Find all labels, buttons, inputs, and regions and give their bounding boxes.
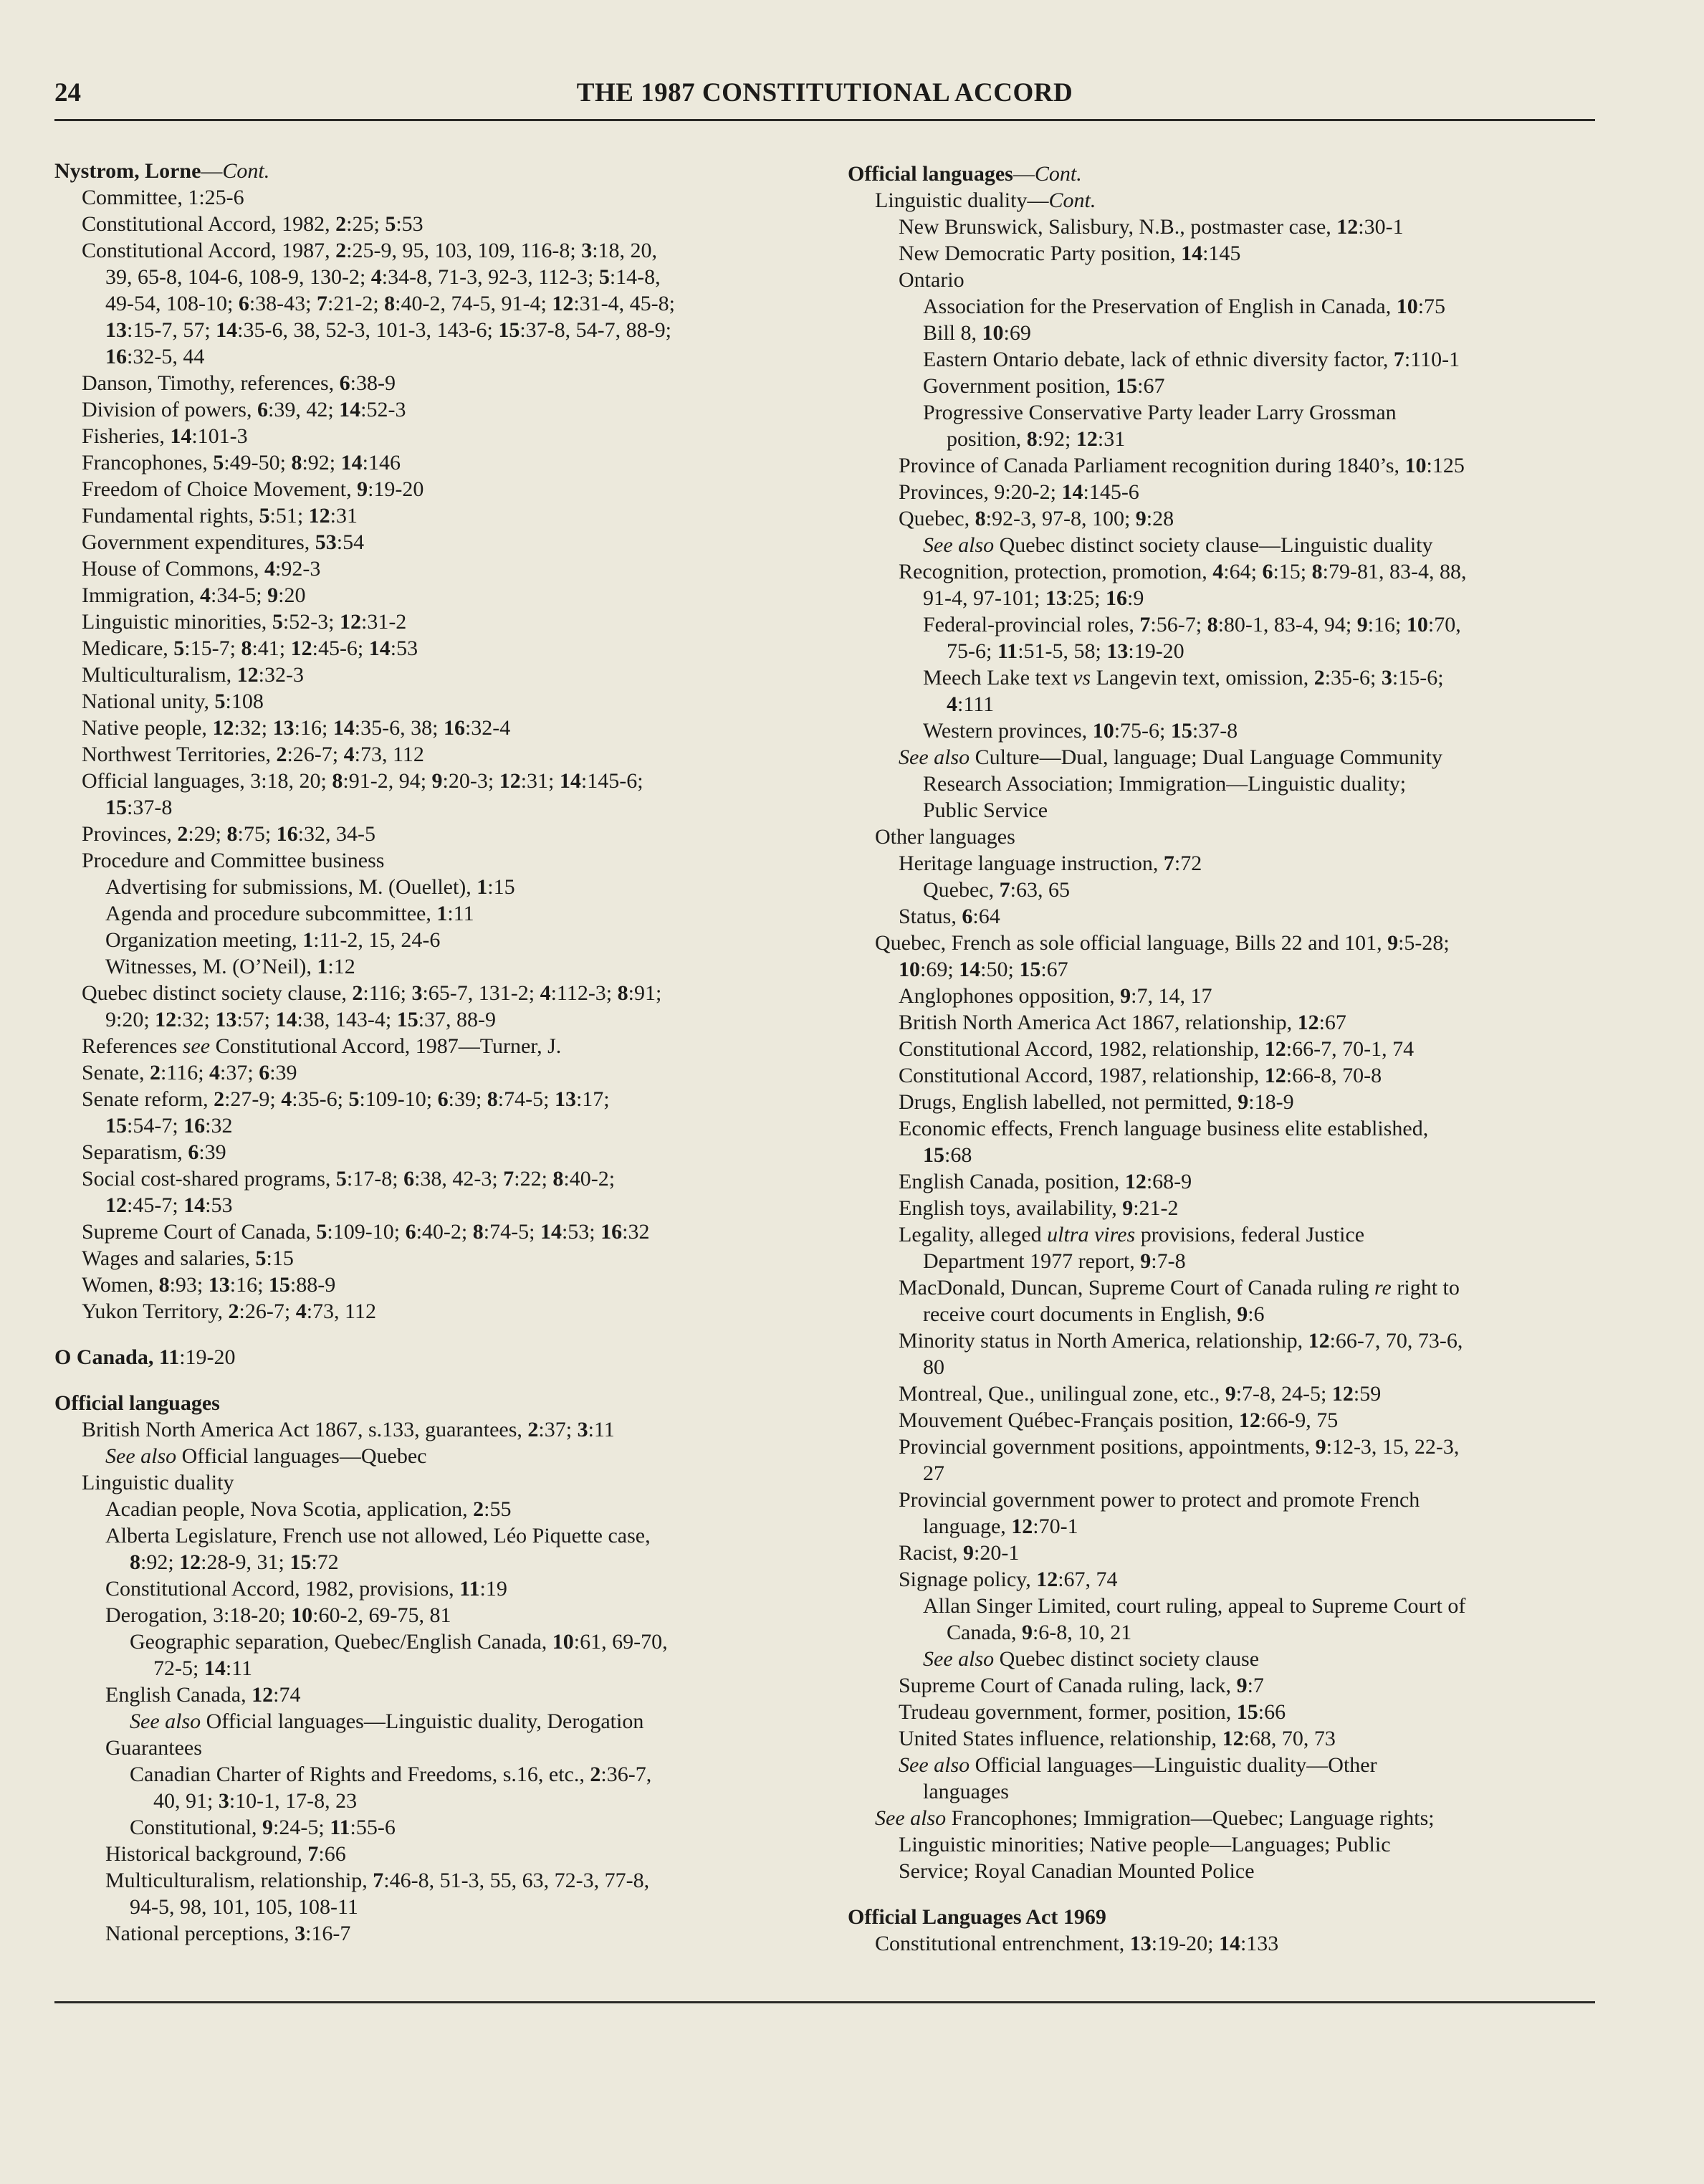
index-entry: Progressive Conservative Party leader Larry Grossman [923, 401, 1397, 424]
index-entry: 27 [923, 1461, 944, 1485]
index-entry: Status, 6:64 [899, 905, 1000, 928]
index-entry: Research Association; Immigration—Linguistic duality; [923, 772, 1407, 796]
index-entry: 9:20; 12:32; 13:57; 14:38, 143-4; 15:37, 88-9 [105, 1008, 497, 1031]
section-gap [848, 1884, 1597, 1904]
index-heading: Official languages [54, 1391, 220, 1415]
index-entry: Medicare, 5:15-7; 8:41; 12:45-6; 14:53 [82, 636, 418, 660]
header-rule [54, 119, 1595, 121]
index-entry: Quebec, 7:63, 65 [923, 878, 1070, 902]
index-entry: Women, 8:93; 13:16; 15:88-9 [82, 1273, 336, 1297]
index-entry: Service; Royal Canadian Mounted Police [899, 1859, 1255, 1883]
index-entry: 15:54-7; 16:32 [105, 1114, 233, 1138]
section-gap [54, 1325, 836, 1344]
index-entry: Freedom of Choice Movement, 9:19-20 [82, 477, 424, 501]
index-entry: Yukon Territory, 2:26-7; 4:73, 112 [82, 1300, 376, 1323]
index-entry: 75-6; 11:51-5, 58; 13:19-20 [947, 639, 1184, 663]
index-entry: Trudeau government, former, position, 15:66 [899, 1700, 1286, 1724]
index-entry: See also Official languages—Linguistic duality—Other [899, 1753, 1377, 1777]
index-entry: Committee, 1:25-6 [82, 186, 244, 209]
index-entry: Procedure and Committee business [82, 849, 385, 872]
index-entry: 80 [923, 1355, 944, 1379]
index-entry: Linguistic duality [82, 1471, 234, 1494]
index-entry: Constitutional, 9:24-5; 11:55-6 [130, 1816, 396, 1839]
index-entry: Constitutional Accord, 1982, provisions, 11:19 [105, 1577, 507, 1601]
index-entry: language, 12:70-1 [923, 1515, 1078, 1538]
index-entry: New Democratic Party position, 14:145 [899, 242, 1241, 265]
index-entry: Constitutional Accord, 1987, relationship, 12:66-8, 70-8 [899, 1064, 1382, 1087]
index-entry: Allan Singer Limited, court ruling, appeal to Supreme Court of [923, 1594, 1466, 1618]
index-entry: receive court documents in English, 9:6 [923, 1302, 1265, 1326]
index-entry: Government expenditures, 53:54 [82, 530, 365, 554]
index-heading: Official languages—Cont. [848, 162, 1082, 186]
index-entry: Derogation, 3:18-20; 10:60-2, 69-75, 81 [105, 1603, 451, 1627]
index-heading: O Canada, 11:19-20 [54, 1345, 236, 1369]
index-entry: Multiculturalism, relationship, 7:46-8, 51-3, 55, 63, 72-3, 77-8, [105, 1869, 650, 1892]
index-entry: Senate reform, 2:27-9; 4:35-6; 5:109-10; 6:39; 8:74-5; 13:17; [82, 1087, 610, 1111]
index-entry: Other languages [875, 825, 1015, 849]
index-entry: Linguistic minorities, 5:52-3; 12:31-2 [82, 610, 407, 634]
index-entry: Social cost-shared programs, 5:17-8; 6:38, 42-3; 7:22; 8:40-2; [82, 1167, 616, 1191]
index-entry: Native people, 12:32; 13:16; 14:35-6, 38; 16:32-4 [82, 716, 511, 740]
index-entry: Provincial government positions, appointments, 9:12-3, 15, 22-3, [899, 1435, 1460, 1459]
index-entry: United States influence, relationship, 12:68, 70, 73 [899, 1727, 1336, 1750]
index-entry: 13:15-7, 57; 14:35-6, 38, 52-3, 101-3, 143-6; 15:37-8, 54-7, 88-9; [105, 318, 671, 342]
index-entry: Province of Canada Parliament recognition during 1840’s, 10:125 [899, 454, 1465, 477]
index-entry: Multiculturalism, 12:32-3 [82, 663, 304, 687]
index-entry: Provinces, 9:20-2; 14:145-6 [899, 480, 1139, 504]
index-entry: Association for the Preservation of English in Canada, 10:75 [923, 295, 1446, 318]
index-entry: Mouvement Québec-Français position, 12:66-9, 75 [899, 1408, 1339, 1432]
index-entry: 91-4, 97-101; 13:25; 16:9 [923, 586, 1144, 610]
index-entry: Provinces, 2:29; 8:75; 16:32, 34-5 [82, 822, 375, 846]
index-entry: Fundamental rights, 5:51; 12:31 [82, 504, 358, 528]
index-entry: Economic effects, French language business elite established, [899, 1117, 1429, 1140]
index-column-left [54, 158, 836, 1947]
index-entry: British North America Act 1867, relationship, 12:67 [899, 1011, 1346, 1034]
index-entry: Geographic separation, Quebec/English Canada, 10:61, 69-70, [130, 1630, 668, 1654]
index-entry: Constitutional Accord, 1982, relationship, 12:66-7, 70-1, 74 [899, 1037, 1415, 1061]
index-entry: Canadian Charter of Rights and Freedoms, s.16, etc., 2:36-7, [130, 1763, 652, 1786]
index-entry: National unity, 5:108 [82, 690, 264, 713]
running-header [54, 77, 1595, 113]
index-entry: Alberta Legislature, French use not allowed, Léo Piquette case, [105, 1524, 651, 1548]
index-heading: Nystrom, Lorne—Cont. [54, 159, 270, 183]
index-entry: Linguistic duality—Cont. [875, 189, 1096, 212]
index-entry: Eastern Ontario debate, lack of ethnic diversity factor, 7:110-1 [923, 348, 1460, 371]
index-entry: Constitutional Accord, 1982, 2:25; 5:53 [82, 212, 423, 236]
index-entry: Guarantees [105, 1736, 202, 1760]
index-entry: Linguistic minorities; Native people—Languages; Public [899, 1833, 1391, 1856]
index-entry: 16:32-5, 44 [105, 345, 205, 368]
index-entry: Meech Lake text vs Langevin text, omission, 2:35-6; 3:15-6; [923, 666, 1444, 690]
index-entry: Division of powers, 6:39, 42; 14:52-3 [82, 398, 406, 421]
index-entry: Bill 8, 10:69 [923, 321, 1031, 345]
index-entry: Legality, alleged ultra vires provisions, federal Justice [899, 1223, 1365, 1246]
index-entry: Quebec, 8:92-3, 97-8, 100; 9:28 [899, 507, 1174, 530]
index-entry: 72-5; 14:11 [153, 1656, 253, 1680]
index-entry: References see Constitutional Accord, 1987—Turner, J. [82, 1034, 562, 1058]
index-entry: MacDonald, Duncan, Supreme Court of Canada ruling re right to [899, 1276, 1460, 1300]
index-entry: 8:92; 12:28-9, 31; 15:72 [130, 1550, 339, 1574]
index-entry: English Canada, 12:74 [105, 1683, 301, 1707]
index-entry: Francophones, 5:49-50; 8:92; 14:146 [82, 451, 401, 475]
index-entry: Minority status in North America, relationship, 12:66-7, 70, 73-6, [899, 1329, 1463, 1353]
index-entry: Separatism, 6:39 [82, 1140, 226, 1164]
index-entry: Agenda and procedure subcommittee, 1:11 [105, 902, 474, 925]
index-entry: Advertising for submissions, M. (Ouellet), 1:15 [105, 875, 515, 899]
section-gap [54, 1370, 836, 1390]
footer-rule [54, 2001, 1595, 2003]
index-entry: See also Official languages—Quebec [105, 1444, 427, 1468]
index-entry: English toys, availability, 9:21-2 [899, 1196, 1179, 1220]
index-entry: Government position, 15:67 [923, 374, 1165, 398]
index-entry: Western provinces, 10:75-6; 15:37-8 [923, 719, 1238, 743]
index-entry: See also Francophones; Immigration—Quebec; Language rights; [875, 1806, 1435, 1830]
index-entry: See also Official languages—Linguistic duality, Derogation [130, 1709, 644, 1733]
index-entry: 12:45-7; 14:53 [105, 1193, 233, 1217]
index-entry: 39, 65-8, 104-6, 108-9, 130-2; 4:34-8, 71-3, 92-3, 112-3; 5:14-8, [105, 265, 661, 289]
index-entry: Signage policy, 12:67, 74 [899, 1568, 1118, 1591]
index-column-right [848, 161, 1597, 1957]
index-entry: 4:111 [947, 692, 995, 716]
index-entry: Danson, Timothy, references, 6:38-9 [82, 371, 396, 395]
index-entry: 49-54, 108-10; 6:38-43; 7:21-2; 8:40-2, 74-5, 91-4; 12:31-4, 45-8; [105, 292, 675, 315]
index-entry: Quebec, French as sole official language, Bills 22 and 101, 9:5-28; [875, 931, 1450, 955]
index-entry: Recognition, protection, promotion, 4:64; 6:15; 8:79-81, 83-4, 88, [899, 560, 1467, 583]
index-entry: Canada, 9:6-8, 10, 21 [947, 1621, 1132, 1644]
index-entry: Racist, 9:20-1 [899, 1541, 1020, 1565]
index-entry: Wages and salaries, 5:15 [82, 1246, 294, 1270]
index-entry: Public Service [923, 798, 1048, 822]
index-entry: Constitutional entrenchment, 13:19-20; 14:133 [875, 1932, 1279, 1955]
index-entry: position, 8:92; 12:31 [947, 427, 1126, 451]
index-entry: See also Quebec distinct society clause—Linguistic duality [923, 533, 1433, 557]
index-entry: Provincial government power to protect and promote French [899, 1488, 1420, 1512]
index-entry: Quebec distinct society clause, 2:116; 3:65-7, 131-2; 4:112-3; 8:91; [82, 981, 662, 1005]
index-entry: Witnesses, M. (O’Neil), 1:12 [105, 955, 355, 978]
index-heading: Official Languages Act 1969 [848, 1905, 1106, 1929]
index-entry: Senate, 2:116; 4:37; 6:39 [82, 1061, 297, 1084]
index-entry: Constitutional Accord, 1987, 2:25-9, 95, 103, 109, 116-8; 3:18, 20, [82, 239, 658, 262]
index-entry: Fisheries, 14:101-3 [82, 424, 248, 448]
index-entry: Drugs, English labelled, not permitted, 9:18-9 [899, 1090, 1294, 1114]
index-entry: 94-5, 98, 101, 105, 108-11 [130, 1895, 358, 1919]
page-number: 24 [54, 78, 81, 108]
index-entry: Montreal, Que., unilingual zone, etc., 9:7-8, 24-5; 12:59 [899, 1382, 1382, 1406]
index-entry: 15:37-8 [105, 796, 173, 819]
index-entry: Federal-provincial roles, 7:56-7; 8:80-1, 83-4, 94; 9:16; 10:70, [923, 613, 1461, 636]
index-entry: Organization meeting, 1:11-2, 15, 24-6 [105, 928, 441, 952]
index-entry: 40, 91; 3:10-1, 17-8, 23 [153, 1789, 358, 1813]
index-entry: See also Culture—Dual, language; Dual Language Community [899, 745, 1442, 769]
index-entry: New Brunswick, Salisbury, N.B., postmaster case, 12:30-1 [899, 215, 1404, 239]
index-entry: National perceptions, 3:16-7 [105, 1922, 351, 1945]
index-entry: Historical background, 7:66 [105, 1842, 346, 1866]
index-entry: English Canada, position, 12:68-9 [899, 1170, 1192, 1193]
index-entry: 10:69; 14:50; 15:67 [899, 958, 1068, 981]
index-entry: Department 1977 report, 9:7-8 [923, 1249, 1186, 1273]
index-entry: Anglophones opposition, 9:7, 14, 17 [899, 984, 1212, 1008]
running-title: THE 1987 CONSTITUTIONAL ACCORD [576, 78, 1073, 108]
index-entry: Immigration, 4:34-5; 9:20 [82, 583, 306, 607]
index-entry: Supreme Court of Canada, 5:109-10; 6:40-2; 8:74-5; 14:53; 16:32 [82, 1220, 650, 1244]
index-entry: House of Commons, 4:92-3 [82, 557, 321, 581]
index-entry: Acadian people, Nova Scotia, application, 2:55 [105, 1497, 512, 1521]
index-entry: 15:68 [923, 1143, 972, 1167]
index-entry: Ontario [899, 268, 965, 292]
index-entry: Northwest Territories, 2:26-7; 4:73, 112 [82, 743, 424, 766]
index-entry: Supreme Court of Canada ruling, lack, 9:7 [899, 1674, 1264, 1697]
index-entry: Heritage language instruction, 7:72 [899, 852, 1202, 875]
index-entry: See also Quebec distinct society clause [923, 1647, 1260, 1671]
index-entry: British North America Act 1867, s.133, guarantees, 2:37; 3:11 [82, 1418, 615, 1441]
index-entry: Official languages, 3:18, 20; 8:91-2, 94; 9:20-3; 12:31; 14:145-6; [82, 769, 643, 793]
index-entry: languages [923, 1780, 1009, 1803]
